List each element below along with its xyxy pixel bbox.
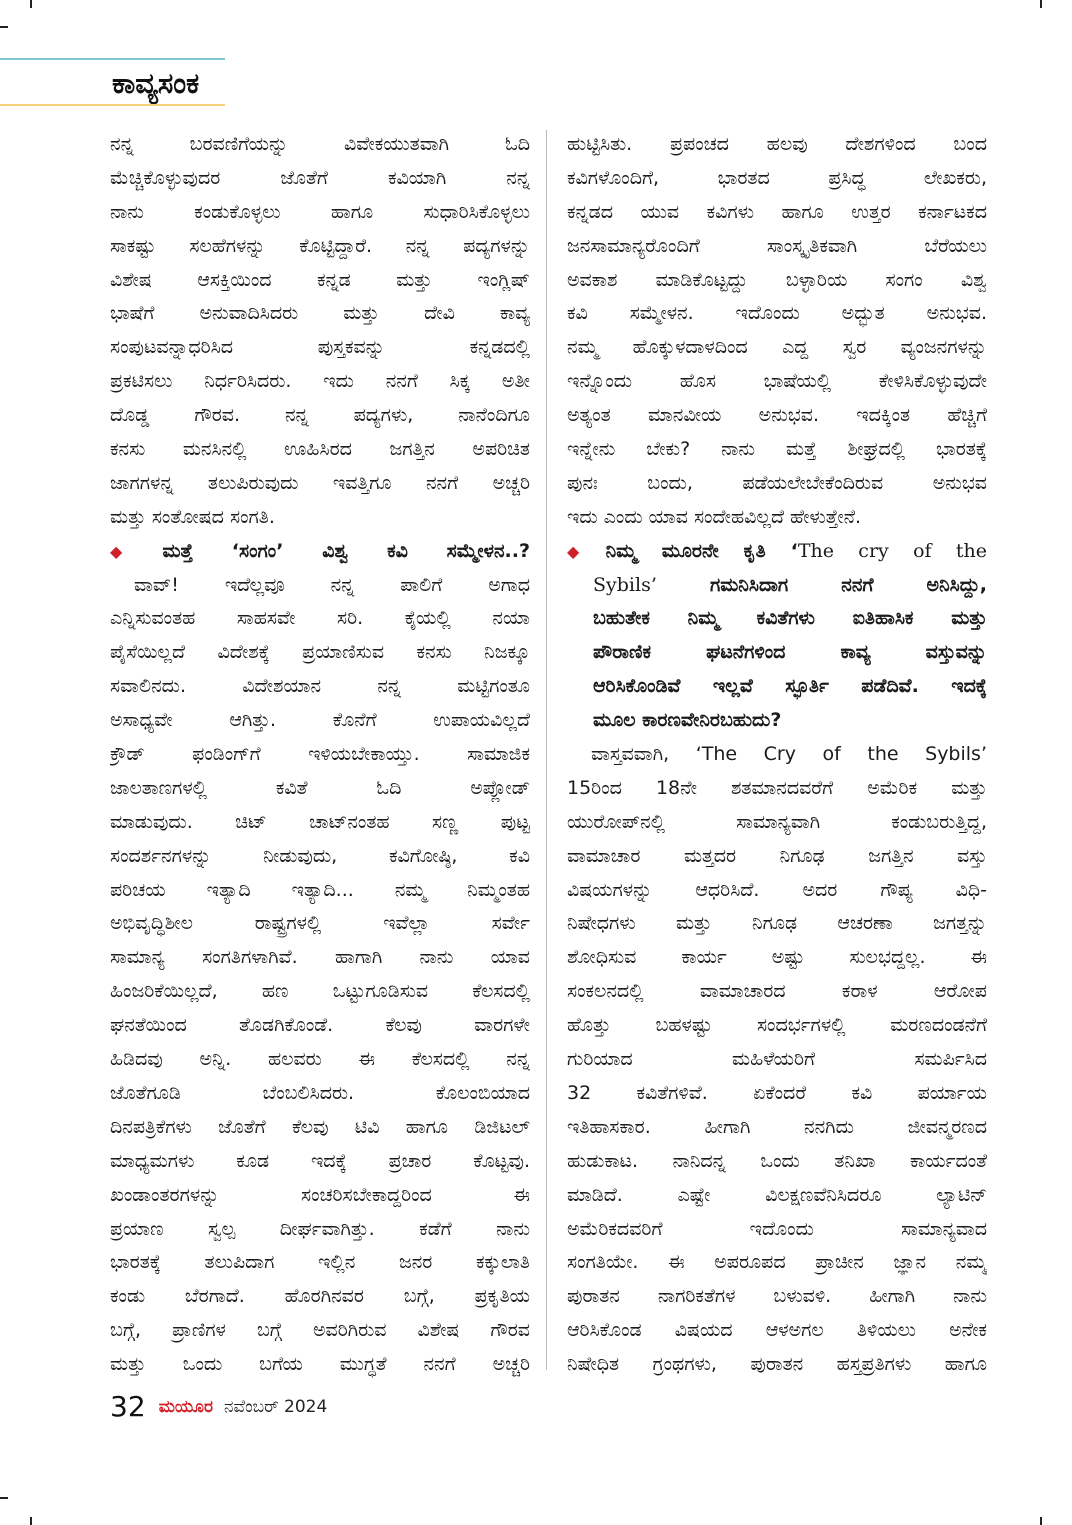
line-text: ವಾವ್! ಇದೆಲ್ಲವೂ ನನ್ನ ಪಾಲಿಗೆ ಅಗಾಧ [134, 573, 530, 596]
line-text: ಜಾಗಗಳನ್ನ ತಲುಪಿರುವುದು ಇವತ್ತಿಗೂ ನನಗೆ ಅಚ್ಚರಿ [110, 471, 530, 494]
crop-mark [0, 1497, 8, 1499]
section-title: ಕಾವ್ಯಸಂಕ [112, 66, 200, 100]
line-text: ಹಿಂಜರಿಕೆಯಿಲ್ಲದೆ, ಹಣ ಒಟ್ಟುಗೂಡಿಸುವ ಕೆಲಸದಲ್ಲಿ [110, 980, 530, 1003]
text-line [567, 230, 987, 264]
magazine-logo: ಮಯೂರ [158, 1396, 213, 1417]
line-text: ಪುನಃ ಬಂದು, ಪಡೆಯಲೇಬೇಕೆಂದಿರುವ ಅನುಭವ [567, 471, 987, 494]
line-text: ಎನ್ನಿಸುವಂತಹ ಸಾಹಸವೇ ಸರಿ. ಕೈಯಲ್ಲಿ ನಯಾ [110, 607, 530, 630]
line-text: ಖಂಡಾಂತರಗಳನ್ನು ಸಂಚರಿಸಬೇಕಾದ್ದರಿಂದ ಈ [110, 1183, 530, 1206]
text-line [110, 230, 530, 264]
text-line [110, 1009, 530, 1043]
text-line [567, 433, 987, 467]
header-rule-bottom [0, 104, 225, 106]
line-text: ಅಭಿವೃದ್ಧಿಶೀಲ ರಾಷ್ಟ್ರಗಳಲ್ಲಿ ಇವೆಲ್ಲಾ ಸರ್ವೇ [110, 912, 530, 935]
text-line [110, 331, 530, 365]
text-line [567, 840, 987, 874]
text-line [567, 1111, 987, 1145]
text-line [110, 196, 530, 230]
text-line [110, 1280, 530, 1314]
text-line [110, 501, 530, 535]
text-line [110, 569, 530, 603]
section-header [0, 58, 228, 108]
text-line [110, 1043, 530, 1077]
line-text: ದೊಡ್ಡ ಗೌರವ. ನನ್ನ ಪದ್ಯಗಳು, ನಾನೆಂದಿಗೂ [110, 404, 530, 427]
crop-mark [1040, 1517, 1042, 1525]
text-line [567, 331, 987, 365]
crop-mark [1040, 0, 1042, 8]
text-line [110, 874, 530, 908]
line-text: ಪೈಸೆಯಿಲ್ಲದೆ ವಿದೇಶಕ್ಕೆ ಪ್ರಯಾಣಿಸುವ ಕನಸು ನಿಜಕ್ಕೂ [110, 641, 530, 664]
text-line [110, 636, 530, 670]
text-line [110, 433, 530, 467]
interview-question [110, 535, 530, 569]
text-line [110, 1077, 530, 1111]
line-text: ಭಾಷೆಗೆ ಅನುವಾದಿಸಿದರು ಮತ್ತು ದೇವಿ ಕಾವ್ಯ [110, 302, 530, 325]
line-text: ವಿಶೇಷ ಆಸಕ್ತಿಯಿಂದ ಕನ್ನಡ ಮತ್ತು ಇಂಗ್ಲಿಷ್ [110, 268, 530, 291]
text-line [567, 365, 987, 399]
text-line [110, 670, 530, 704]
text-line [110, 162, 530, 196]
text-line [110, 1111, 530, 1145]
text-line [110, 365, 530, 399]
crop-mark [0, 26, 8, 28]
text-line [567, 1077, 987, 1111]
line-text: ಗುರಿಯಾದ ಮಹಿಳೆಯರಿಗೆ ಸಮರ್ಪಿಸಿದ [567, 1048, 987, 1071]
line-text: ಇದು ಎಂದು ಯಾವ ಸಂದೇಹವಿಲ್ಲದೆ ಹೇಳುತ್ತೇನೆ. [567, 505, 862, 528]
line-text: ಮತ್ತು ಒಂದು ಬಗೆಯ ಮುಗ್ಧತೆ ನನಗೆ ಅಚ್ಚರಿ [110, 1353, 530, 1376]
text-line [110, 907, 530, 941]
text-line [567, 1280, 987, 1314]
line-text: ಪ್ರಯಾಣ ಸ್ವಲ್ಪ ದೀರ್ಘವಾಗಿತ್ತು. ಕಡೆಗೆ ನಾನು [110, 1217, 530, 1240]
text-line [110, 1314, 530, 1348]
line-text: ಯುರೋಪ್‌ನಲ್ಲಿ ಸಾಮಾನ್ಯವಾಗಿ ಕಂಡುಬರುತ್ತಿದ್ದ, [567, 810, 987, 833]
text-line [567, 501, 987, 535]
column-divider [546, 130, 547, 1370]
text-line [567, 1213, 987, 1247]
line-text: ವಾಮಾಚಾರ ಮತ್ತದರ ನಿಗೂಢ ಜಗತ್ತಿನ ವಸ್ತು [567, 844, 987, 867]
line-text: ಇತಿಹಾಸಕಾರ. ಹೀಗಾಗಿ ನನಗಿದು ಜೀವನ್ಮರಣದ [567, 1115, 987, 1138]
line-text: ಜೊತೆಗೂಡಿ ಬೆಂಬಲಿಸಿದರು. ಕೊಲಂಬಿಯಾದ [110, 1081, 530, 1104]
line-text: ಸಂದರ್ಶನಗಳನ್ನು ನೀಡುವುದು, ಕವಿಗೋಷ್ಠಿ, ಕವಿ [110, 844, 530, 867]
line-text: ಪೌರಾಣಿಕ ಘಟನೆಗಳಿಂದ ಕಾವ್ಯ ವಸ್ತುವನ್ನು [593, 641, 987, 664]
line-text: ಕ್ರೌಡ್ ಫಂಡಿಂಗ್‌ಗೆ ಇಳಿಯಬೇಕಾಯ್ತು. ಸಾಮಾಜಿಕ [110, 743, 530, 766]
line-text: ಮತ್ತು ಸಂತೋಷದ ಸಂಗತಿ. [110, 505, 275, 528]
line-text: ಸವಾಲಿನದು. ವಿದೇಶಯಾನ ನನ್ನ ಮಟ್ಟಿಗಂತೂ [110, 675, 530, 698]
text-line [110, 264, 530, 298]
text-line [567, 569, 987, 603]
text-line [110, 467, 530, 501]
line-text: ಅವಕಾಶ ಮಾಡಿಕೊಟ್ಟದ್ದು ಬಳ್ಳಾರಿಯ ಸಂಗಂ ವಿಶ್ವ [567, 268, 987, 291]
line-text: ನಿಷೇಧಗಳು ಮತ್ತು ನಿಗೂಢ ಆಚರಣಾ ಜಗತ್ತನ್ನು [567, 912, 987, 935]
book-title-text: The cry of the [797, 539, 987, 562]
text-line [567, 1314, 987, 1348]
text-line [110, 1145, 530, 1179]
line-text: ಪುರಾತನ ನಾಗರಿಕತೆಗಳ ಬಳುವಳಿ. ಹೀಗಾಗಿ ನಾನು [567, 1285, 987, 1308]
text-line [567, 636, 987, 670]
line-text: 32 ಕವಿತೆಗಳಿವೆ. ಏಕೆಂದರೆ ಕವಿ ಪರ್ಯಾಯ [567, 1081, 987, 1104]
text-line [110, 1246, 530, 1280]
line-text: ಕನ್ನಡದ ಯುವ ಕವಿಗಳು ಹಾಗೂ ಉತ್ತರ ಕರ್ನಾಟಕದ [567, 200, 987, 223]
right-column [567, 128, 987, 1382]
text-line [567, 399, 987, 433]
line-text: ನಿಮ್ಮ ಮೂರನೇ ಕೃತಿ ‘ [605, 539, 798, 562]
text-line [110, 1179, 530, 1213]
line-text: ಹೊತ್ತು ಬಹಳಷ್ಟು ಸಂದರ್ಭಗಳಲ್ಲಿ ಮರಣದಂಡನೆಗೆ [567, 1014, 987, 1037]
line-text: ಆರಿಸಿಕೊಂಡಿವೆ ಇಲ್ಲವೆ ಸ್ಫೂರ್ತಿ ಪಡೆದಿವೆ. ಇದಕ್ಕೆ [593, 675, 987, 698]
question-bullet-icon: ◆ [110, 541, 155, 561]
line-text: ವಿಷಯಗಳನ್ನು ಆಧರಿಸಿದೆ. ಅದರ ಗೌಪ್ಯ ವಿಧಿ- [567, 878, 987, 901]
text-line [567, 704, 987, 738]
line-text: ಕವಿಗಳೊಂದಿಗೆ, ಭಾರತದ ಪ್ರಸಿದ್ಧ ಲೇಖಕರು, [567, 166, 987, 189]
line-text: ಮತ್ತೆ ‘ಸಂಗಂ’ ವಿಶ್ವ ಕವಿ ಸಮ್ಮೇಳನ..? [162, 539, 530, 562]
line-text: ಸಂಗತಿಯೇ. ಈ ಅಪರೂಪದ ಪ್ರಾಚೀನ ಜ್ಞಾನ ನಮ್ಮ [567, 1251, 987, 1274]
text-line [110, 738, 530, 772]
line-text: ಅಮೆರಿಕದವರಿಗೆ ಇದೊಂದು ಸಾಮಾನ್ಯವಾದ [567, 1217, 987, 1240]
line-text: ಭಾರತಕ್ಕೆ ತಲುಪಿದಾಗ ಇಲ್ಲಿನ ಜನರ ಕಕ್ಕುಲಾತಿ [110, 1251, 530, 1274]
text-line [567, 128, 987, 162]
text-line [110, 128, 530, 162]
line-text: ಕವಿ ಸಮ್ಮೇಳನ. ಇದೊಂದು ಅದ್ಭುತ ಅನುಭವ. [567, 302, 987, 325]
text-line [110, 297, 530, 331]
header-rule-top [0, 58, 225, 60]
line-text: ಕಂಡು ಬೆರಗಾದೆ. ಹೊರಗಿನವರ ಬಗ್ಗೆ, ಪ್ರಕೃತಿಯ [110, 1285, 530, 1308]
line-text: ನಮ್ಮ ಹೊಕ್ಕುಳದಾಳದಿಂದ ಎದ್ದ ಸ್ವರ ವ್ಯಂಜನಗಳನ್ನು [567, 336, 987, 359]
line-text: ಮಾಡುವುದು. ಚಿಟ್ ಚಾಟ್‌ನಂತಹ ಸಣ್ಣ ಪುಟ್ಟ [110, 810, 530, 833]
text-line [567, 297, 987, 331]
text-line [567, 738, 987, 772]
left-column [110, 128, 530, 1382]
line-text: ವಾಸ್ತವವಾಗಿ, ‘The Cry of the Sybils’ [591, 743, 987, 766]
issue-date: ನವೆಂಬರ್ 2024 [224, 1396, 328, 1417]
text-line [567, 1348, 987, 1382]
text-line [567, 907, 987, 941]
text-line [567, 1179, 987, 1213]
line-text: ಮಾಧ್ಯಮಗಳು ಕೂಡ ಇದಕ್ಕೆ ಪ್ರಚಾರ ಕೊಟ್ಟವು. [110, 1149, 530, 1172]
page-footer [110, 1390, 327, 1430]
page-number: 32 [110, 1390, 146, 1423]
text-line [110, 806, 530, 840]
text-line [567, 264, 987, 298]
line-text: ಬಹುತೇಕ ನಿಮ್ಮ ಕವಿತೆಗಳು ಐತಿಹಾಸಿಕ ಮತ್ತು [593, 607, 987, 630]
line-text: ಪರಿಚಯ ಇತ್ಯಾದಿ ಇತ್ಯಾದಿ... ನಮ್ಮ ನಿಮ್ಮಂತಹ [110, 878, 530, 901]
interview-question [567, 535, 987, 569]
line-text: ಸಂಕಲನದಲ್ಲಿ ವಾಮಾಚಾರದ ಕರಾಳ ಆರೋಪ [567, 980, 987, 1003]
line-text: ಇನ್ನೊಂದು ಹೊಸ ಭಾಷೆಯಲ್ಲಿ ಕೇಳಿಸಿಕೊಳ್ಳುವುದೇ [567, 370, 987, 393]
question-bullet-icon: ◆ [567, 541, 598, 561]
line-text: 15ರಿಂದ 18ನೇ ಶತಮಾನದವರೆಗೆ ಅಮೆರಿಕ ಮತ್ತು [567, 776, 987, 799]
book-title-text: Sybils’ [593, 573, 657, 596]
line-text: ನಾನು ಕಂಡುಕೊಳ್ಳಲು ಹಾಗೂ ಸುಧಾರಿಸಿಕೊಳ್ಳಲು [110, 200, 530, 223]
text-line [567, 874, 987, 908]
text-line [567, 196, 987, 230]
line-text: ಹುಡುಕಾಟ. ನಾನಿದನ್ನ ಒಂದು ತನಿಖಾ ಕಾರ್ಯದಂತೆ [567, 1149, 987, 1172]
text-line [110, 399, 530, 433]
text-line [567, 975, 987, 1009]
line-text: ಅತ್ಯಂತ ಮಾನವೀಯ ಅನುಭವ. ಇದಕ್ಕಿಂತ ಹೆಚ್ಚಿಗೆ [567, 404, 987, 427]
text-line [567, 602, 987, 636]
text-line [110, 941, 530, 975]
text-line [567, 806, 987, 840]
line-text: ಹುಟ್ಟಿಸಿತು. ಪ್ರಪಂಚದ ಹಲವು ದೇಶಗಳಿಂದ ಬಂದ [567, 133, 987, 155]
text-line [110, 704, 530, 738]
text-line [567, 1145, 987, 1179]
line-text: ಘನತೆಯಿಂದ ತೊಡಗಿಕೊಂಡೆ. ಕೆಲವು ವಾರಗಳೇ [110, 1014, 530, 1037]
line-text: ಪ್ರಕಟಿಸಲು ನಿರ್ಧರಿಸಿದರು. ಇದು ನನಗೆ ಸಿಕ್ಕ ಅತೀ [110, 370, 530, 393]
line-text: ಆರಿಸಿಕೊಂಡ ವಿಷಯದ ಆಳಅಗಲ ತಿಳಿಯಲು ಅನೇಕ [567, 1319, 987, 1342]
text-line [567, 941, 987, 975]
text-line [567, 1246, 987, 1280]
line-text: ಜಾಲತಾಣಗಳಲ್ಲಿ ಕವಿತೆ ಓದಿ ಅಪ್ಲೋಡ್ [110, 776, 530, 799]
line-text: ಮೂಲ ಕಾರಣವೇನಿರಬಹುದು? [593, 709, 782, 732]
line-text: ಶೋಧಿಸುವ ಕಾರ್ಯ ಅಷ್ಟು ಸುಲಭದ್ದಲ್ಲ. ಈ [567, 946, 987, 969]
line-text: ಕನಸು ಮನಸಿನಲ್ಲಿ ಊಹಿಸಿರದ ಜಗತ್ತಿನ ಅಪರಿಚಿತ [110, 438, 530, 461]
line-text: ಬಗ್ಗೆ, ಪ್ರಾಣಿಗಳ ಬಗ್ಗೆ ಅವರಿಗಿರುವ ವಿಶೇಷ ಗೌರವ [110, 1319, 530, 1342]
crop-mark [30, 0, 32, 8]
crop-mark [30, 1517, 32, 1525]
line-text: ಸಂಪುಟವನ್ನಾಧರಿಸಿದ ಪುಸ್ತಕವನ್ನು ಕನ್ನಡದಲ್ಲಿ [110, 336, 530, 359]
text-line [567, 1009, 987, 1043]
text-line [110, 772, 530, 806]
line-text: ಜನಸಾಮಾನ್ಯರೊಂದಿಗೆ ಸಾಂಸ್ಕೃತಿಕವಾಗಿ ಬೆರೆಯಲು [567, 234, 987, 257]
text-line [110, 602, 530, 636]
text-line [567, 772, 987, 806]
line-text: ನನ್ನ ಬರವಣಿಗೆಯನ್ನು ವಿವೇಕಯುತವಾಗಿ ಓದಿ [110, 133, 530, 155]
line-text: ದಿನಪತ್ರಿಕೆಗಳು ಜೊತೆಗೆ ಕೆಲವು ಟಿವಿ ಹಾಗೂ ಡಿಜಿಟಲ್ [110, 1115, 530, 1138]
line-text-tail: ಗಮನಿಸಿದಾಗ ನನಗೆ ಅನಿಸಿದ್ದು, [656, 573, 987, 596]
text-line [567, 162, 987, 196]
line-text: ನಿಷೇಧಿತ ಗ್ರಂಥಗಳು, ಪುರಾತನ ಹಸ್ತಪ್ರತಿಗಳು ಹಾಗೂ [567, 1353, 987, 1376]
text-line [110, 840, 530, 874]
line-text: ಸಾಕಷ್ಟು ಸಲಹೆಗಳನ್ನು ಕೊಟ್ಟಿದ್ದಾರೆ. ನನ್ನ ಪದ್ಯಗಳನ್ನು [110, 234, 530, 257]
line-text: ಹಿಡಿದವು ಅನ್ನಿ. ಹಲವರು ಈ ಕೆಲಸದಲ್ಲಿ ನನ್ನ [110, 1048, 530, 1071]
text-line [110, 975, 530, 1009]
text-line [567, 467, 987, 501]
line-text: ಇನ್ನೇನು ಬೇಕು? ನಾನು ಮತ್ತೆ ಶೀಘ್ರದಲ್ಲಿ ಭಾರತಕ್ಕೆ [567, 438, 987, 461]
line-text: ಅಸಾಧ್ಯವೇ ಆಗಿತ್ತು. ಕೊನೆಗೆ ಉಪಾಯವಿಲ್ಲದೆ [110, 709, 530, 732]
line-text: ಮೆಚ್ಚಿಕೊಳ್ಳುವುದರ ಜೊತೆಗೆ ಕವಿಯಾಗಿ ನನ್ನ [110, 166, 530, 189]
text-line [110, 1213, 530, 1247]
text-line [110, 1348, 530, 1382]
text-line [567, 670, 987, 704]
line-text: ಸಾಮಾನ್ಯ ಸಂಗತಿಗಳಾಗಿವೆ. ಹಾಗಾಗಿ ನಾನು ಯಾವ [110, 946, 530, 969]
line-text: ಮಾಡಿದೆ. ಎಷ್ಟೇ ವಿಲಕ್ಷಣವೆನಿಸಿದರೂ ಲ್ಯಾಟಿನ್ [567, 1183, 987, 1206]
text-line [567, 1043, 987, 1077]
